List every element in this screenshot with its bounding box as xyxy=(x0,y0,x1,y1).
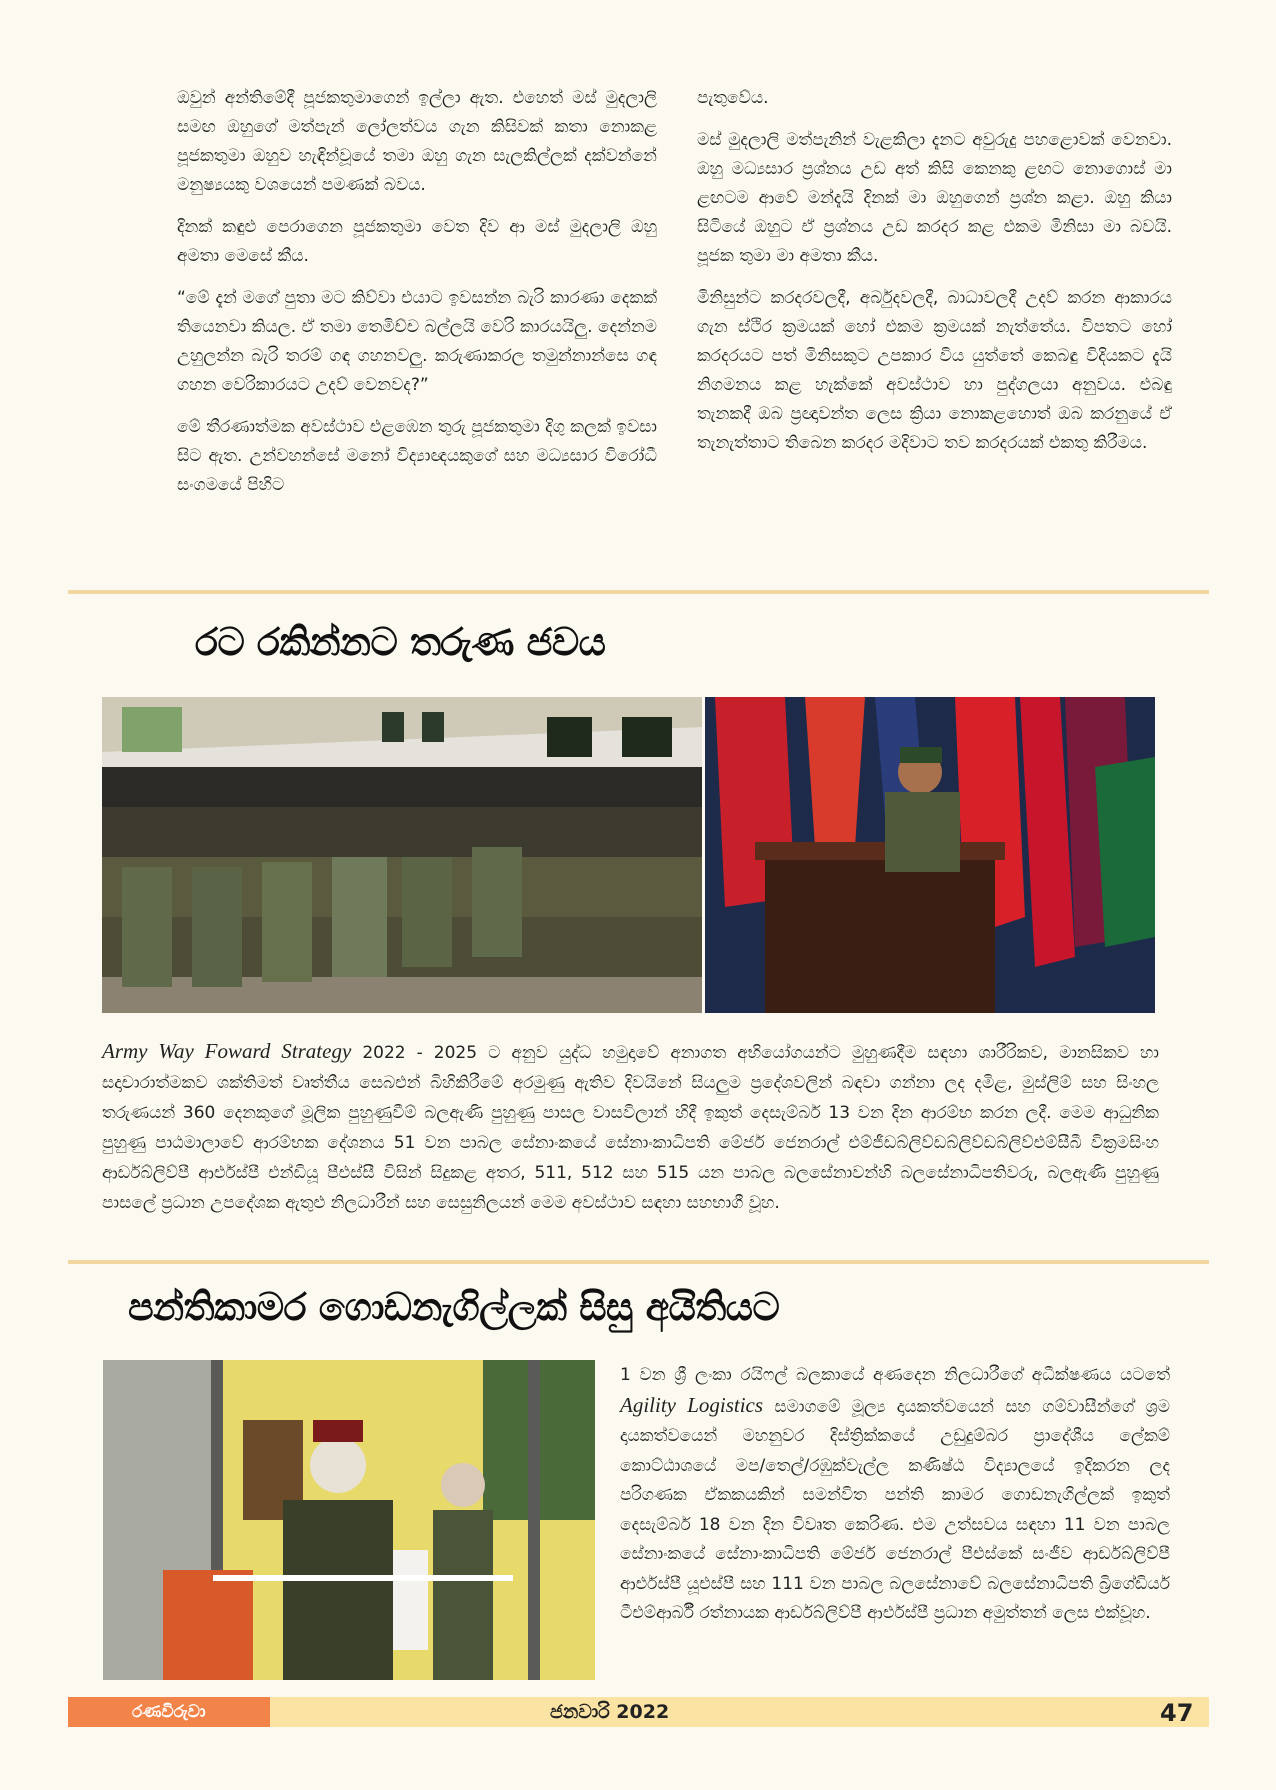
paragraph: ඔවුන් අන්තිමේදී පූජකතුමාගෙන් ඉල්ලා ඇත. එහෙත් මස් මුදලාලි සමඟ ඔහුගේ මත්පැන් ලෝලත්වය ගැන කිසිවක් කතා නොකළ පූජකතුමා ඔහුව හැඳින්වූයේ තමා ඔහු ගැන සැලකිල්ලක් දක්වන්නේ මනුෂ්‍යයකු වශයෙන් පමණක් බවය. xyxy=(177,88,657,195)
paragraph: මිනිසුන්ට කරදරවලදී, අර්බුදවලදී, බාධාවලදී උදව් කරන ආකාරය ගැන ස්ථිර ක්‍රමයක් හෝ එකම ක්‍රමයක් නැත්තේය. විපතට හෝ කරදරයට පත් මිනිසකුට උපකාර විය යුත්තේ කෙබඳු විදියකට දැයි නිගමනය කළ හැක්කේ අවස්ථාව හා පුද්ගලයා අනුවය. එබඳු තැනකදී ඔබ ප්‍රඥාවන්ත ලෙස ක්‍රියා නොකළහොත් ඔබ කරනුයේ ඒ තැනැත්තාට තිබෙන කරදර මදිවාට තව කරදරයක් එකතු කිරීමය. xyxy=(697,288,1172,453)
section1-body xyxy=(102,1036,1159,1218)
footer-bar xyxy=(270,1697,1209,1727)
issue-date: ජනවාරි 2022 xyxy=(550,1701,670,1723)
section-heading: රට රකින්නට තරුණ ජවය xyxy=(195,620,606,664)
paragraph: දිනක් කඳුළු පෙරාගෙන පූජකතුමා වෙත දිව ආ මස් මුදලාලි ඔහු අමතා මෙසේ කීය. xyxy=(177,217,657,266)
paragraph: මේ තීරණාත්මක අවස්ථාව එළඹෙන තුරු පූජකතුමා දිගු කලක් ඉවසා සිට ඇත. උන්වහන්සේ මනෝ විද්‍යාඥයකුගේ සහ මධ්‍යසාර විරෝධී සංගමයේ පිහිට xyxy=(177,417,657,495)
company-name: Agility Logistics xyxy=(620,1392,764,1417)
strategy-name: Army Way Foward Strategy xyxy=(102,1039,352,1063)
section-divider xyxy=(68,590,1209,594)
paragraph: පැතුවේය. xyxy=(697,88,769,108)
section-heading: පන්තිකාමර ගොඩනැගිල්ලක් සිසු අයිතියට xyxy=(128,1285,780,1329)
section2-body xyxy=(620,1361,1170,1629)
page-number: 47 xyxy=(1160,1699,1194,1727)
paragraph: “මේ දැන් මගේ පුතා මට කිව්වා එයාට ඉවසන්න බැරි කාරණා දෙකක් තියෙනවා කියල. ඒ තමා තෙමිච්ච බල්ලයි වෙරි කාරයයිලු. දෙන්නම උහුලන්න බැරි තරම් ගඳ ගහනවලු. කරුණාකරල තමුන්නාන්සෙ ගඳ ගහන වෙරිකාරයට උදව් වෙනවද?” xyxy=(177,288,657,395)
speaker-podium-photo xyxy=(705,697,1155,1013)
body-text: 1 වන ශ්‍රී ලංකා රයිෆල් බලකායේ අණදෙන නිලධාරීගේ අධීක්ෂණය යටතේ xyxy=(620,1365,1170,1385)
top-right-column xyxy=(697,84,1172,471)
top-left-column xyxy=(177,84,657,513)
ribbon-cutting-photo xyxy=(103,1360,595,1680)
section-divider xyxy=(68,1260,1209,1264)
magazine-name: රණවිරුවා xyxy=(132,1702,206,1722)
paragraph: මස් මුදලාලි මත්පැනින් වැළකිලා දැනට අවුරුදු පහළොවක් වෙනවා. ඔහු මධ්‍යසාර ප්‍රශ්නය උඩ අත් කිසි කෙනකු ළඟට නොගොස් මා ළඟටම ආවේ මන්දැයි දිනක් මා ඔහුගෙන් ප්‍රශ්න කළා. ඔහු කියා සිටියේ ඔහුට ඒ ප්‍රශ්නය උඩ කරදර කළ එකම මිනිසා මා බවයි. පූජක තුමා මා අමතා කීය. xyxy=(697,130,1172,266)
training-hall-photo xyxy=(102,697,702,1013)
body-text: සමාගමේ මූල්‍ය දායකත්වයෙන් සහ ගම්වාසීන්ගේ ශ්‍රම දායකත්වයෙන් මහනුවර දිස්ත්‍රික්කයේ උඩුදුම්බර ප්‍රාදේශීය ලේකම් කොට්ඨාශයේ මප/තෙල්/රඹුක්වැල්ල කණිෂ්ඨ විද්‍යාලයේ ඉදිකරන ලද පරිගණක ඒකකයකින් සමන්විත පන්ති කාමර ගොඩනැගිල්ලක් ඉකුත් දෙසැම්බර් 18 වන දින විවෘත කෙරිණ. එම උත්සවය සඳහා 11 වන පාබල සේනාංකයේ සේනාංකාධිපති මේජර් ජෙනරාල් පීඑස්කේ සංජීව ආර්ඩබ්ලිව්පී ආර්එස්පී යූඑස්පී සහ 111 වන පාබල බලසේනාවේ බලසේනාධිපති බ්‍රිගේඩියර් ටීඑම්ආර්බී රත්නායක ආර්ඩබ්ලිව්පී ආර්එස්පී ප්‍රධාන අමුත්තන් ලෙස එක්වූහ. xyxy=(620,1396,1170,1623)
body-text: 2022 - 2025 ට අනුව යුද්ධ හමුදාවේ අනාගත අභියෝගයන්ට මුහුණදීම සඳහා ශාරීරිකව, මානසිකව හා සදාචාරාත්මකව ශක්තිමත් වෘත්තීය සෙබළුන් බිහිකිරීමේ අරමුණු ඇතිව දිවයිනේ සියලුම ප්‍රදේශවලින් බඳවා ගන්නා ලද දමිළ, මුස්ලිම් සහ සිංහල තරුණයන් 360 දෙනකුගේ මූලික පුහුණුවීම් බලඇණි පුහුණු පාසල වාසවිලාන් හිදී ඉකුත් දෙසැම්බර් 13 වන දින ආරම්භ කරන ලදී. මෙම ආධුනික පුහුණු පාඨමාලාවේ ආරම්භක දේශනය 51 වන පාබල සේනාංකයේ සේනාංකාධිපති මේජර් ජෙනරාල් එම්ජීඩබ්ලිව්ඩබ්ලිව්ඩබ්ලිව්එම්සීබී වික්‍රමසිංහ ආර්ඩබ්ලිව්පී ආර්එස්පී එන්ඩියූ පීඑස්සී විසින් සිදුකළ අතර, 511, 512 සහ 515 යන පාබල බලසේනාවන්හි බලසේනාධිපතිවරු, බලඇණි පුහුණු පාසලේ ප්‍රධාන උපදේශක ඇතුළු නිලධාරීන් සහ සෙසුනිලයන් මෙම අවස්ථාව සඳහා සහභාගී වූහ. xyxy=(102,1043,1159,1213)
